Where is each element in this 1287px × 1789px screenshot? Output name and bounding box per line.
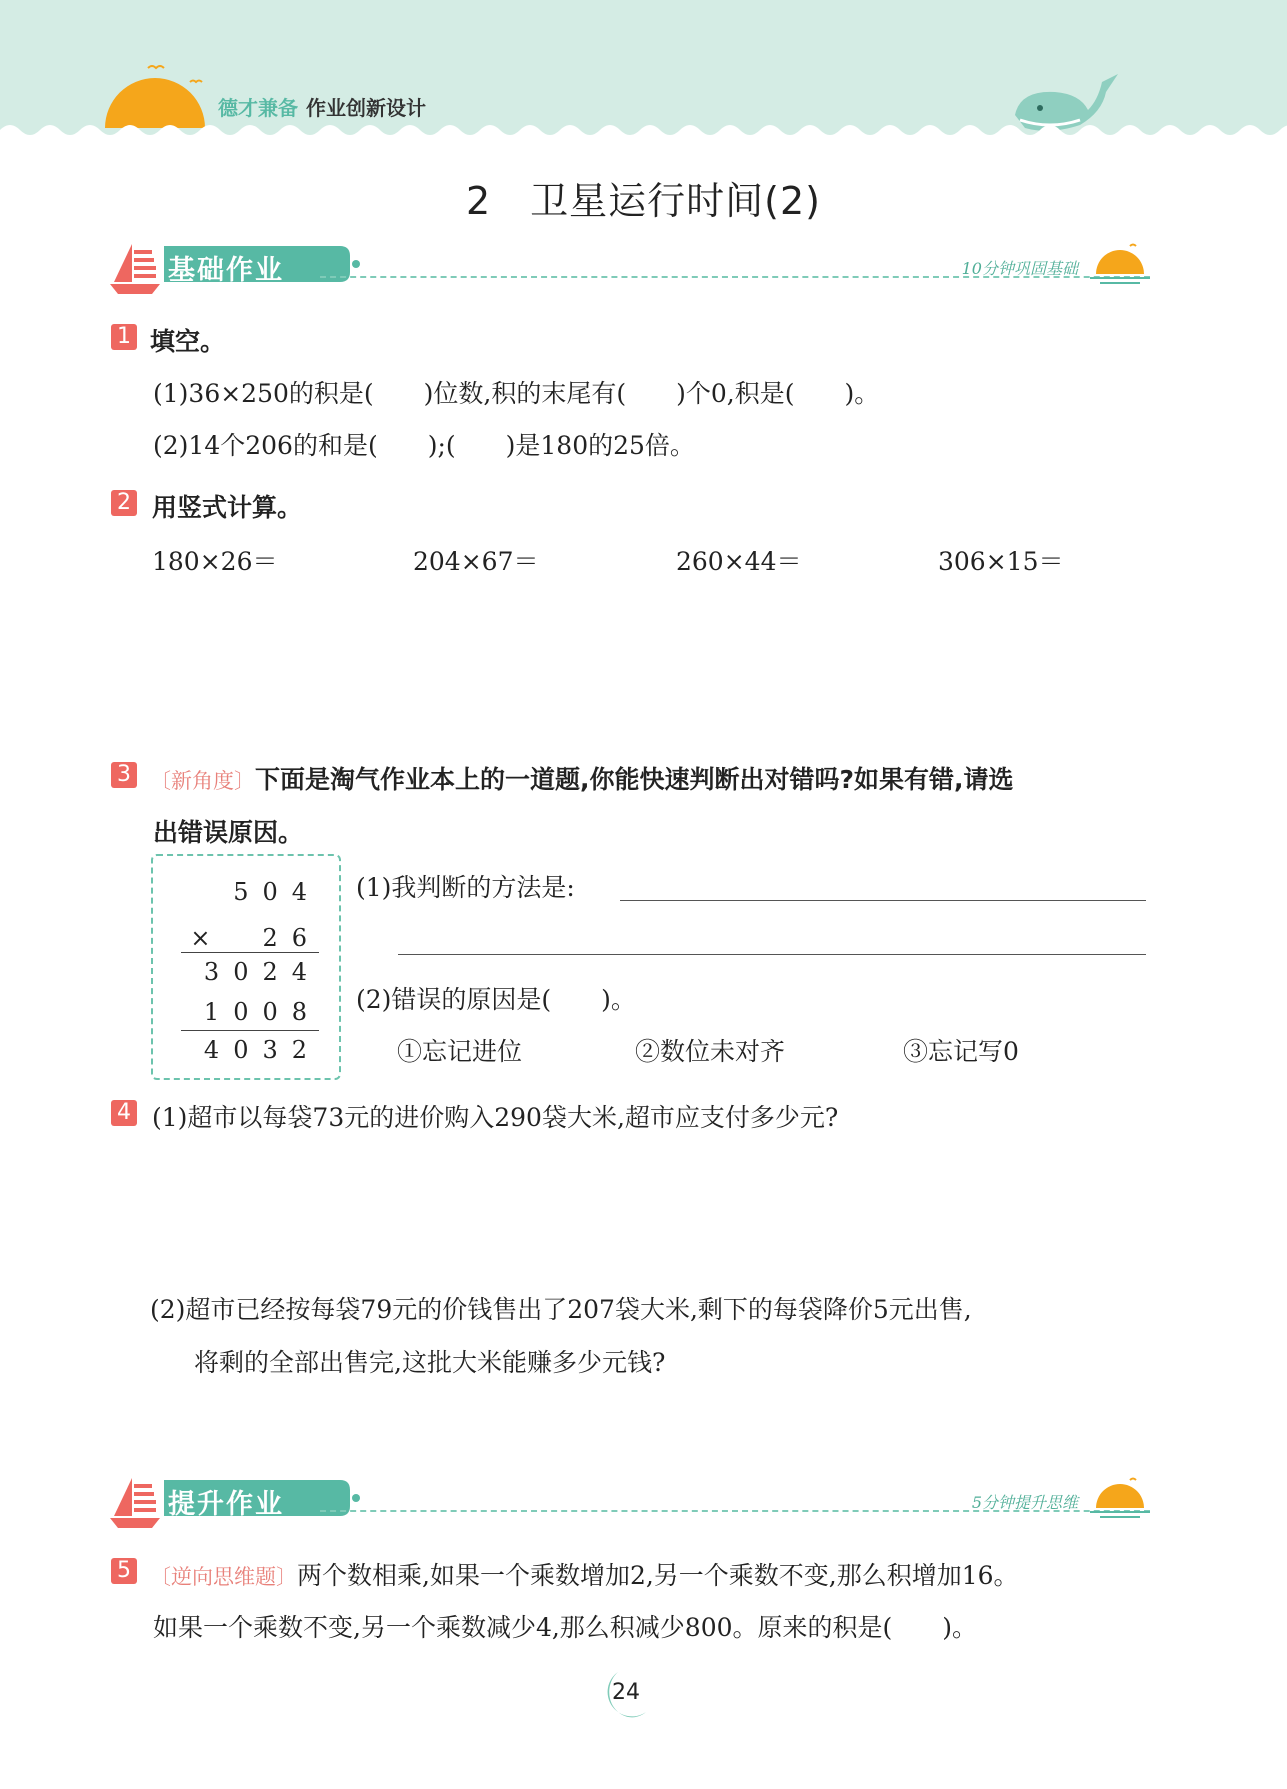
question-number-5: 5 bbox=[111, 1558, 137, 1584]
question-number-2: 2 bbox=[111, 490, 137, 516]
q3-heading-text: 下面是淘气作业本上的一道题,你能快速判断出对错吗?如果有错,请选 bbox=[255, 765, 1014, 794]
vertical-calculation-box bbox=[151, 854, 341, 1080]
sunset-small-icon bbox=[1090, 1476, 1150, 1520]
page-number-badge bbox=[596, 1668, 656, 1718]
q1-line-2: (2)14个206的和是( );( )是180的25倍。 bbox=[153, 431, 695, 460]
q2-item-4: 306×15＝ bbox=[938, 547, 1064, 576]
q4-part-1: (1)超市以每袋73元的进价购入290袋大米,超市应支付多少元? bbox=[152, 1103, 839, 1132]
q2-heading: 用竖式计算。 bbox=[152, 493, 303, 522]
section-basic-label: 基础作业 bbox=[168, 255, 284, 286]
section-advanced-header bbox=[110, 1476, 1150, 1532]
q5-tag: 〔逆向思维题〕 bbox=[150, 1565, 297, 1589]
q3-heading-line-2: 出错误原因。 bbox=[153, 818, 304, 847]
calc-result: 4032 bbox=[203, 1036, 321, 1064]
q1-line-1: (1)36×250的积是( )位数,积的末尾有( )个0,积是( )。 bbox=[153, 379, 880, 408]
q5-line-1 bbox=[150, 1556, 1019, 1592]
section-advanced-hint: 5分钟提升思维 bbox=[971, 1493, 1078, 1512]
wave-decoration bbox=[0, 110, 1287, 150]
question-number-1: 1 bbox=[111, 324, 137, 350]
q3-option-2: ②数位未对齐 bbox=[635, 1037, 786, 1066]
page-number: 24 bbox=[612, 1680, 640, 1705]
q3-option-1: ①忘记进位 bbox=[397, 1037, 523, 1066]
q2-item-3: 260×44＝ bbox=[676, 547, 802, 576]
q5-line-2: 如果一个乘数不变,另一个乘数减少4,那么积减少800。原来的积是( )。 bbox=[153, 1613, 978, 1642]
page-header bbox=[0, 0, 1287, 150]
calc-rule-1 bbox=[181, 952, 319, 953]
brand-dark: 作业创新设计 bbox=[306, 96, 426, 120]
q2-item-2: 204×67＝ bbox=[413, 547, 539, 576]
answer-line-2[interactable] bbox=[398, 954, 1146, 955]
q3-part-2: (2)错误的原因是( )。 bbox=[356, 985, 636, 1014]
calc-multiplicand: 504 bbox=[233, 878, 321, 906]
calc-partial-2: 1008 bbox=[203, 998, 321, 1026]
section-basic-header bbox=[110, 242, 1150, 298]
section-basic-hint: 10分钟巩固基础 bbox=[961, 259, 1078, 278]
q3-part-1: (1)我判断的方法是: bbox=[356, 873, 575, 902]
q3-option-3: ③忘记写0 bbox=[903, 1037, 1019, 1066]
q3-tag: 〔新角度〕 bbox=[150, 769, 255, 793]
calc-partial-1: 3024 bbox=[203, 958, 321, 986]
page-title: 2 卫星运行时间(2) bbox=[465, 179, 821, 223]
section-advanced-label: 提升作业 bbox=[168, 1489, 284, 1520]
q4-part-2-line-2: 将剩的全部出售完,这批大米能赚多少元钱? bbox=[194, 1348, 666, 1377]
q3-heading-line-1 bbox=[150, 760, 1014, 796]
q2-item-1: 180×26＝ bbox=[152, 547, 278, 576]
question-number-4: 4 bbox=[111, 1100, 137, 1126]
q5-line-1-text: 两个数相乘,如果一个乘数增加2,另一个乘数不变,那么积增加16。 bbox=[297, 1561, 1019, 1590]
q1-heading: 填空。 bbox=[150, 327, 226, 356]
calculation-card bbox=[161, 864, 331, 1070]
sunset-small-icon bbox=[1090, 242, 1150, 286]
brand-colored: 德才兼备 bbox=[218, 96, 298, 120]
answer-line-1[interactable] bbox=[620, 900, 1146, 901]
calc-rule-2 bbox=[181, 1030, 319, 1031]
calc-multiplier: × 26 bbox=[190, 924, 321, 952]
q4-part-2-line-1: (2)超市已经按每袋79元的价钱售出了207袋大米,剩下的每袋降价5元出售, bbox=[150, 1295, 972, 1324]
question-number-3: 3 bbox=[111, 762, 137, 788]
